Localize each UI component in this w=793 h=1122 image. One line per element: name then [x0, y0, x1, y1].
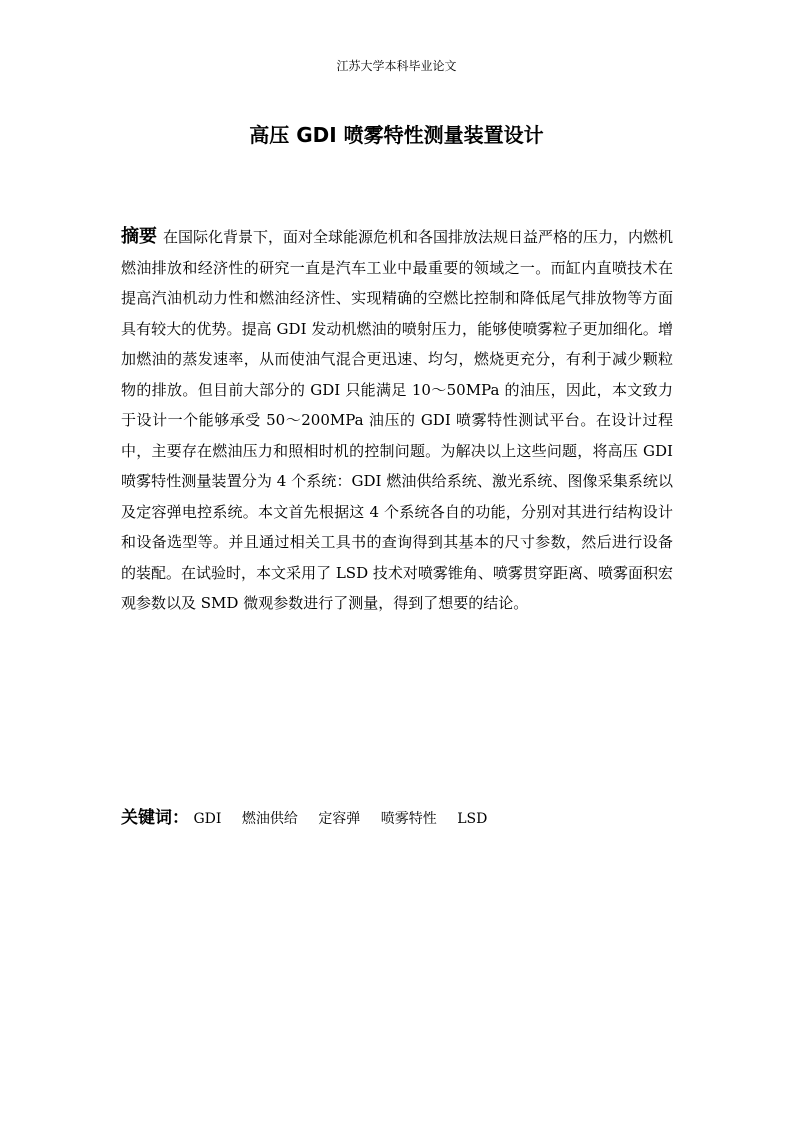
abstract-text: 在国际化背景下，面对全球能源危机和各国排放法规日益严格的压力，内燃机燃油排放和经济性的研究一直是汽车工业中最重要的领域之一。而缸内直喷技术在提高汽油机动力性和燃油经济性、实现精确的空燃比控制和降低尾气排放物等方面具有较大的优势。提高 GDI 发动机燃油的喷射压力，能够使喷雾粒子更加细化。增加燃油的蒸发速率，从而使油气混合更迅速、均匀，燃烧更充分，有利于减少颗粒物的排放。但目前大部分的 GDI 只能满足 10～50MPa 的油压，因此，本文致力于设计一个能够承受 50～200MPa 油压的 GDI 喷雾特性测试平台。在设计过程中，主要存在燃油压力和照相时机的控制问题。为解决以上这些问题，将高压 GDI 喷雾特性测量装置分为 4 个系统：GDI 燃油供给系统、激光系统、图像采集系统以及定容弹电控系统。本文首先根据这 4 个系统各自的功能，分别对其进行结构设计和设备选型等。并且通过相关工具书的查询得到其基本的尺寸参数，然后进行设备的装配。在试验时，本文采用了 LSD 技术对喷雾锥角、喷雾贯穿距离、喷雾面积宏观参数以及 SMD 微观参数进行了测量，得到了想要的结论。: [121, 228, 674, 612]
keyword: LSD: [457, 811, 488, 827]
keywords-label: 关键词：: [121, 808, 189, 828]
keyword: 喷雾特性: [380, 811, 437, 827]
abstract-paragraph: [121, 222, 673, 619]
abstract-label: 摘要: [121, 226, 157, 247]
keywords-line: [121, 805, 673, 832]
keyword: GDI: [193, 811, 222, 827]
keyword: 燃油供给: [241, 811, 298, 827]
keyword: 定容弹: [318, 811, 361, 827]
running-header: 江苏大学本科毕业论文: [336, 59, 457, 73]
paper-title: 高压 GDI 喷雾特性测量装置设计: [249, 123, 544, 147]
